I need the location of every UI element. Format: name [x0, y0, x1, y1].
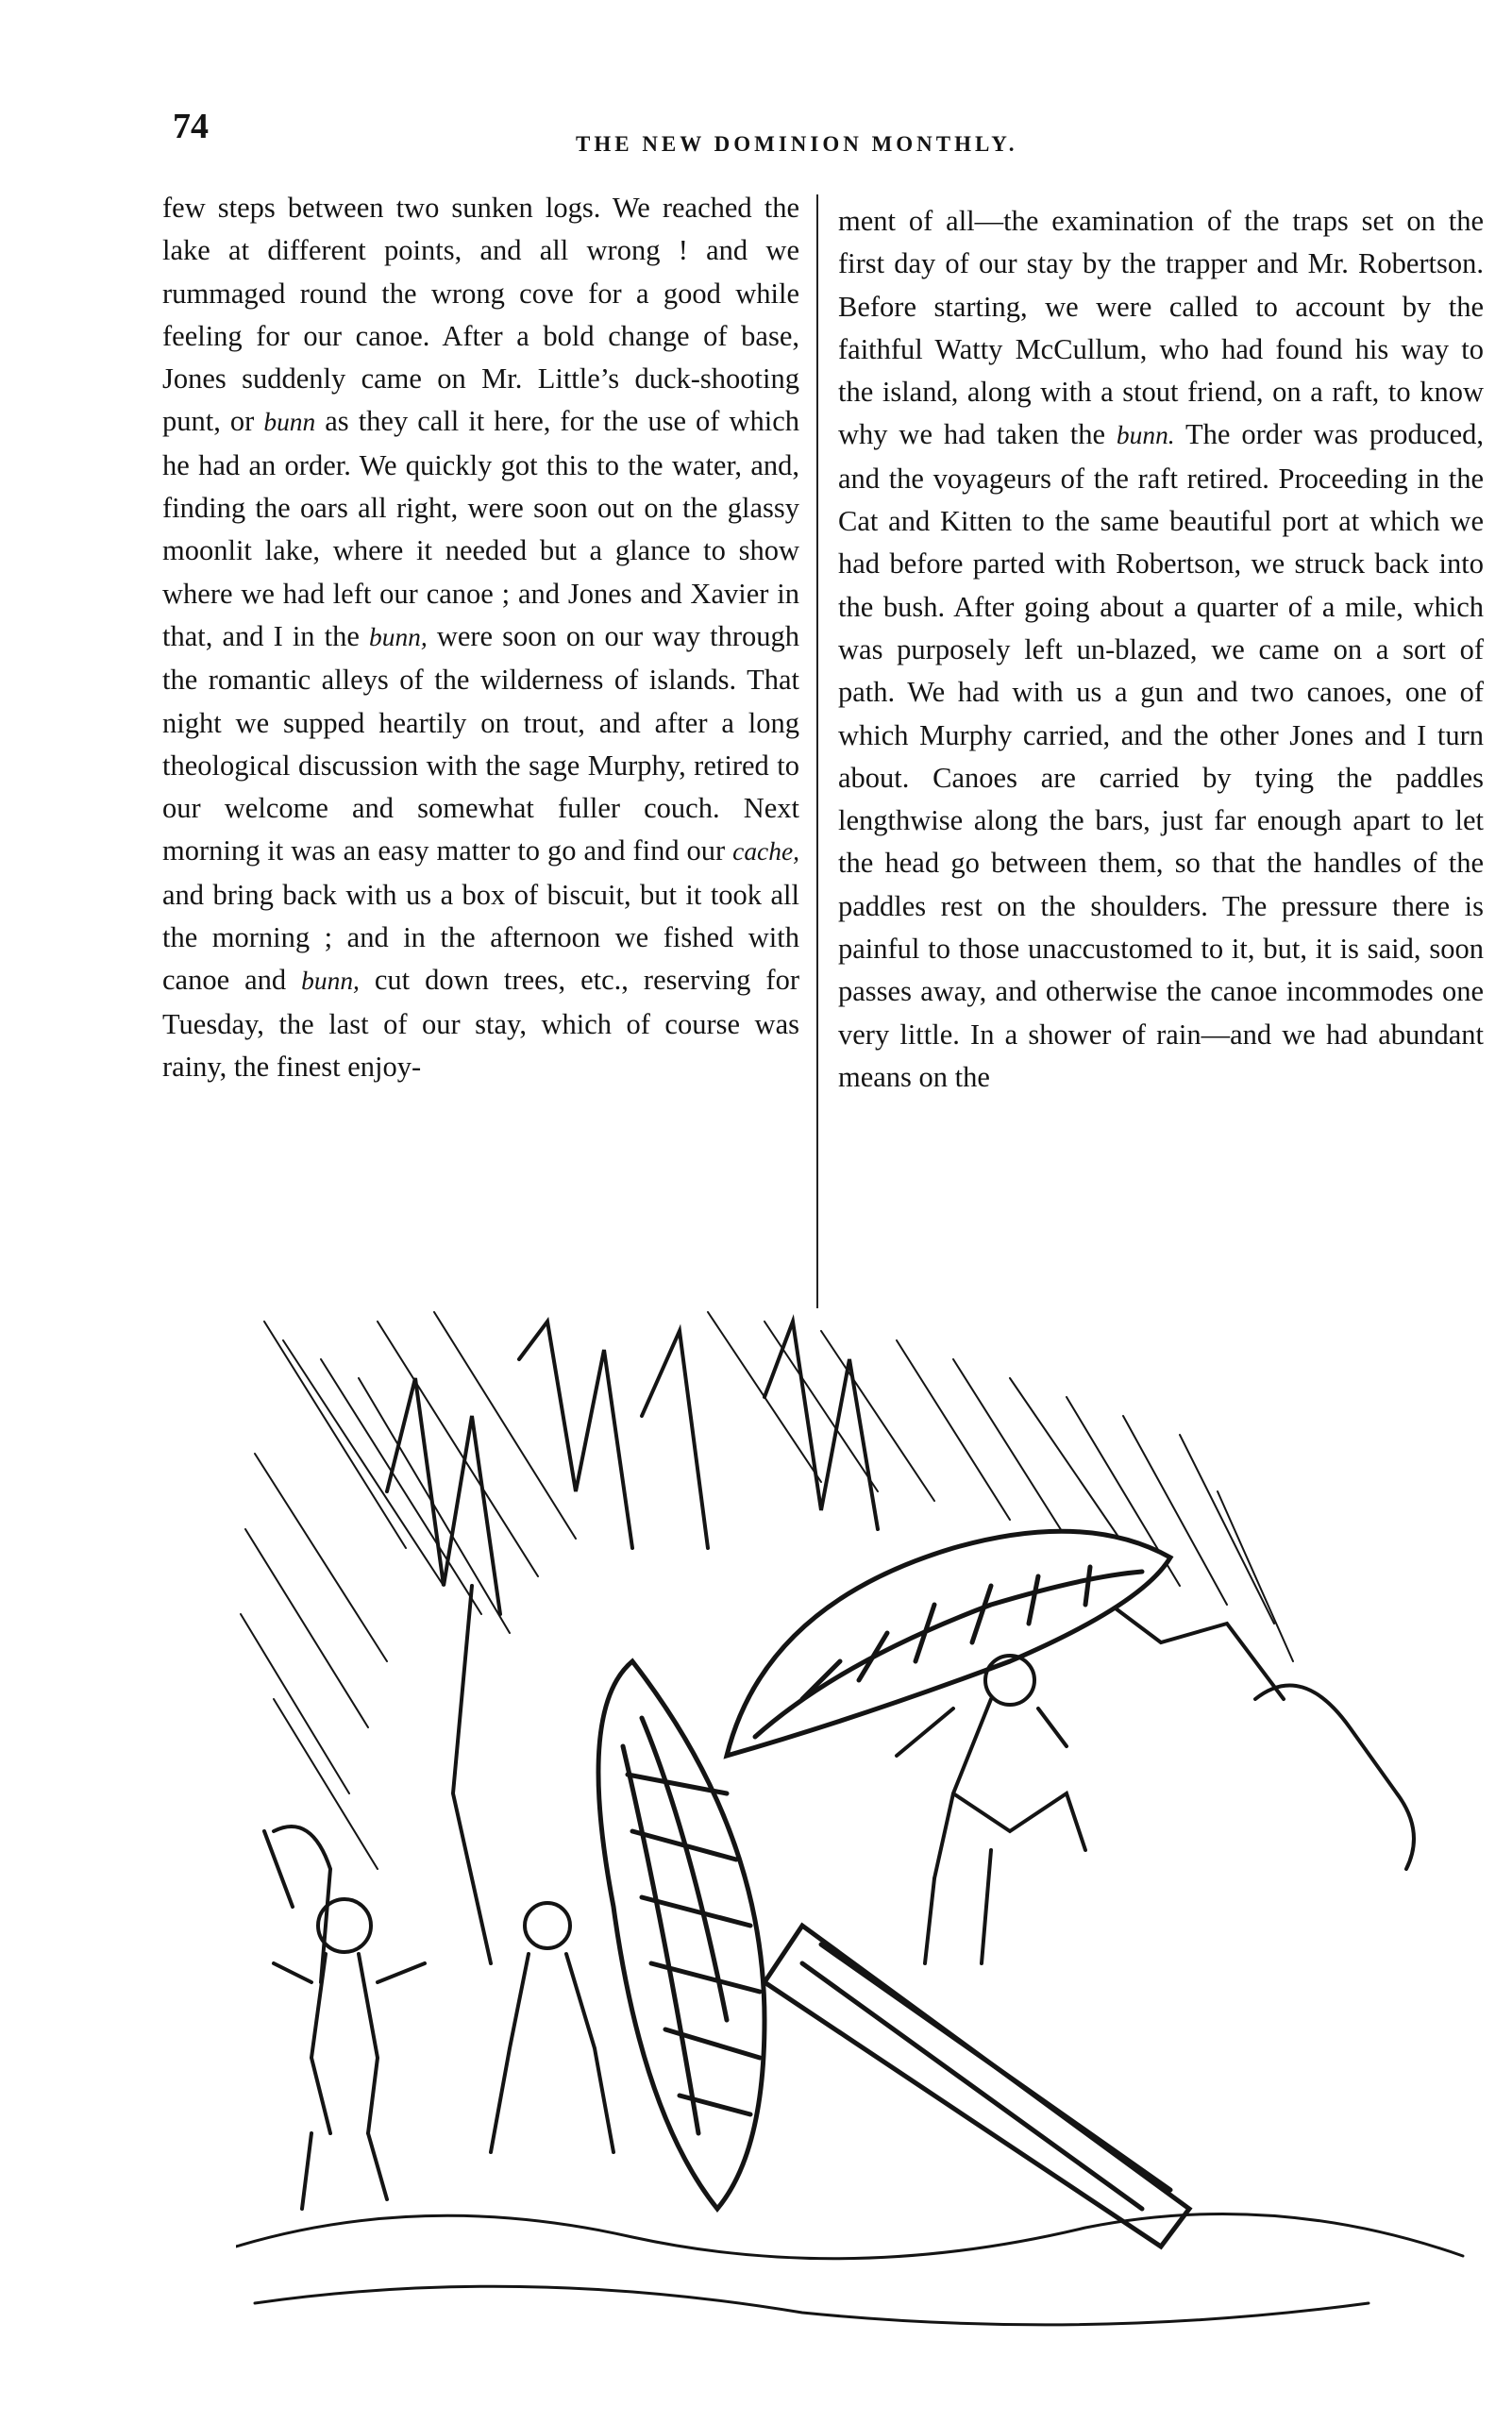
text-run: cut down trees, etc., reserving for Tuesday, the last of our stay, which of course was rainy, the finest enjoy- — [162, 964, 799, 1083]
text-run: as they call it here, for the use of which he had an order. We quickly got this to the water, and, finding the oars all right, were soon out on the glassy moonlit lake, where it needed but a glance to show where we had left our canoe ; and Jones and Xavier in that, and I in the — [162, 405, 800, 652]
text-run: The order was produced, and the voyageurs of the raft retired. Proceeding in the Cat and Kitten to the same beautiful port at which we had before parted with Robertson, we struck back into the bush. After going about a quarter of a mile, which was purposely left un-blazed, we came on a sort of path. We had with us a gun and two canoes, one of which Murphy carried, and the other Jones and I turn about. Canoes are carried by tying the paddles lengthwise along the bars, just far enough apart to let the head go between them, so that the handles of the paddles rest on the shoulders. The pressure there is painful to those unaccustomed to it, but, it is said, soon passes away, and otherwise the canoe incommodes one very little. In a shower of rain—and we had abundant means on the — [838, 418, 1484, 1093]
left-column — [162, 187, 799, 1088]
fallen-log-icon — [764, 1926, 1189, 2247]
italic-term: bunn, — [301, 967, 360, 996]
carried-canoe-icon — [727, 1531, 1170, 1756]
italic-term: bunn. — [1116, 421, 1175, 450]
left-column-paragraph — [162, 187, 799, 1088]
canoe-portage-engraving-icon — [236, 1303, 1510, 2350]
text-run: ment of all—the examination of the traps set on the first day of our stay by the trapper and Mr. Robertson. Before starting, we were called to account by the faithful Watty McCullum, who had found his way to the island, along with a stout friend, on a raft, to know why we had taken the — [838, 205, 1484, 451]
porter-figure-icon — [897, 1656, 1085, 1963]
text-run: few steps between two sunken logs. We reached the lake at different points, and all wrong ! and we rummaged round the wrong cove for a good while feeling for our canoe. After a bold change of base, Jones suddenly came on Mr. Little’s duck-shooting punt, or — [162, 192, 799, 438]
text-run: were soon on our way through the romantic alleys of the wilderness of islands. That night we supped heartily on trout, and after a long theological discussion with the sage Murphy, retired to our welcome and somewhat fuller couch. Next morning it was an easy matter to go and find our — [162, 619, 799, 867]
italic-term: bunn, — [369, 622, 428, 651]
right-column-paragraph — [838, 200, 1484, 1099]
running-head: THE NEW DOMINION MONTHLY. — [576, 132, 1018, 156]
page-number: 74 — [173, 107, 209, 146]
second-figure-icon — [491, 1903, 613, 2152]
rocky-ground-icon — [236, 2214, 1463, 2324]
hunter-figure-icon — [264, 1831, 425, 2209]
italic-term: bunn — [263, 408, 316, 437]
column-divider — [816, 194, 818, 1308]
right-column — [838, 200, 1484, 1099]
text-run: and bring back with us a box of biscuit, but it took all the morning ; and in the afternoon we fished with canoe and — [162, 878, 799, 997]
italic-term: cache, — [732, 837, 799, 867]
